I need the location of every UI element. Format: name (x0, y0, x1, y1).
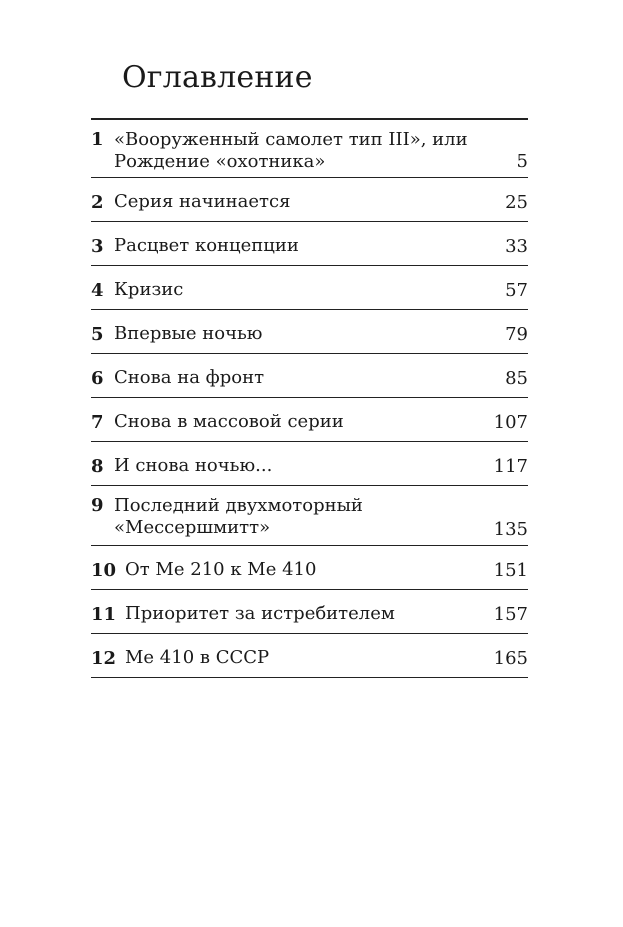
chapter-title-line-2: Рождение «охотника» (114, 151, 326, 172)
chapter-title: Кризис (114, 279, 184, 300)
chapter-number: 7 (91, 412, 104, 433)
chapter-title: Приоритет за истребителем (125, 603, 395, 624)
chapter-page-number: 57 (505, 280, 528, 301)
toc-entry (91, 118, 528, 178)
chapter-number: 8 (91, 456, 104, 477)
chapter-title (114, 129, 468, 173)
chapter-page-number: 117 (493, 456, 528, 477)
toc-entry (91, 398, 528, 442)
chapter-title: От Ме 210 к Ме 410 (125, 559, 317, 580)
chapter-page-number: 25 (505, 192, 528, 213)
toc-entry (91, 222, 528, 266)
chapter-page-number: 33 (505, 236, 528, 257)
chapter-number: 9 (91, 495, 104, 516)
table-of-contents (91, 118, 528, 678)
chapter-number: 10 (91, 560, 117, 581)
toc-entry (91, 486, 528, 546)
chapter-page-number: 85 (505, 368, 528, 389)
toc-entry (91, 266, 528, 310)
toc-entry (91, 178, 528, 222)
chapter-number: 1 (91, 129, 104, 150)
toc-entry (91, 442, 528, 486)
chapter-title: Серия начинается (114, 191, 291, 212)
chapter-number: 5 (91, 324, 104, 345)
chapter-number: 12 (91, 648, 117, 669)
chapter-page-number: 79 (505, 324, 528, 345)
chapter-title-line-2: «Мессершмитт» (114, 517, 271, 538)
chapter-title: Снова на фронт (114, 367, 265, 388)
chapter-page-number: 135 (493, 519, 528, 540)
toc-entry (91, 310, 528, 354)
page-title: Оглавление (122, 60, 313, 95)
chapter-title-line-1: Последний двухмоторный (114, 495, 363, 516)
chapter-title (114, 495, 363, 539)
toc-entry (91, 546, 528, 590)
chapter-title: И снова ночью... (114, 455, 273, 476)
chapter-number: 2 (91, 192, 104, 213)
chapter-page-number: 165 (493, 648, 528, 669)
chapter-title: Расцвет концепции (114, 235, 299, 256)
chapter-title-line-1: «Вооруженный самолет тип III», или (114, 129, 468, 150)
toc-entry (91, 634, 528, 678)
chapter-page-number: 157 (493, 604, 528, 625)
toc-entry (91, 354, 528, 398)
chapter-title: Ме 410 в СССР (125, 647, 270, 668)
toc-entry (91, 590, 528, 634)
chapter-title: Снова в массовой серии (114, 411, 344, 432)
chapter-number: 11 (91, 604, 117, 625)
chapter-number: 3 (91, 236, 104, 257)
chapter-title: Впервые ночью (114, 323, 263, 344)
chapter-page-number: 151 (493, 560, 528, 581)
chapter-number: 4 (91, 280, 104, 301)
chapter-page-number: 5 (516, 151, 528, 172)
chapter-number: 6 (91, 368, 104, 389)
chapter-page-number: 107 (493, 412, 528, 433)
